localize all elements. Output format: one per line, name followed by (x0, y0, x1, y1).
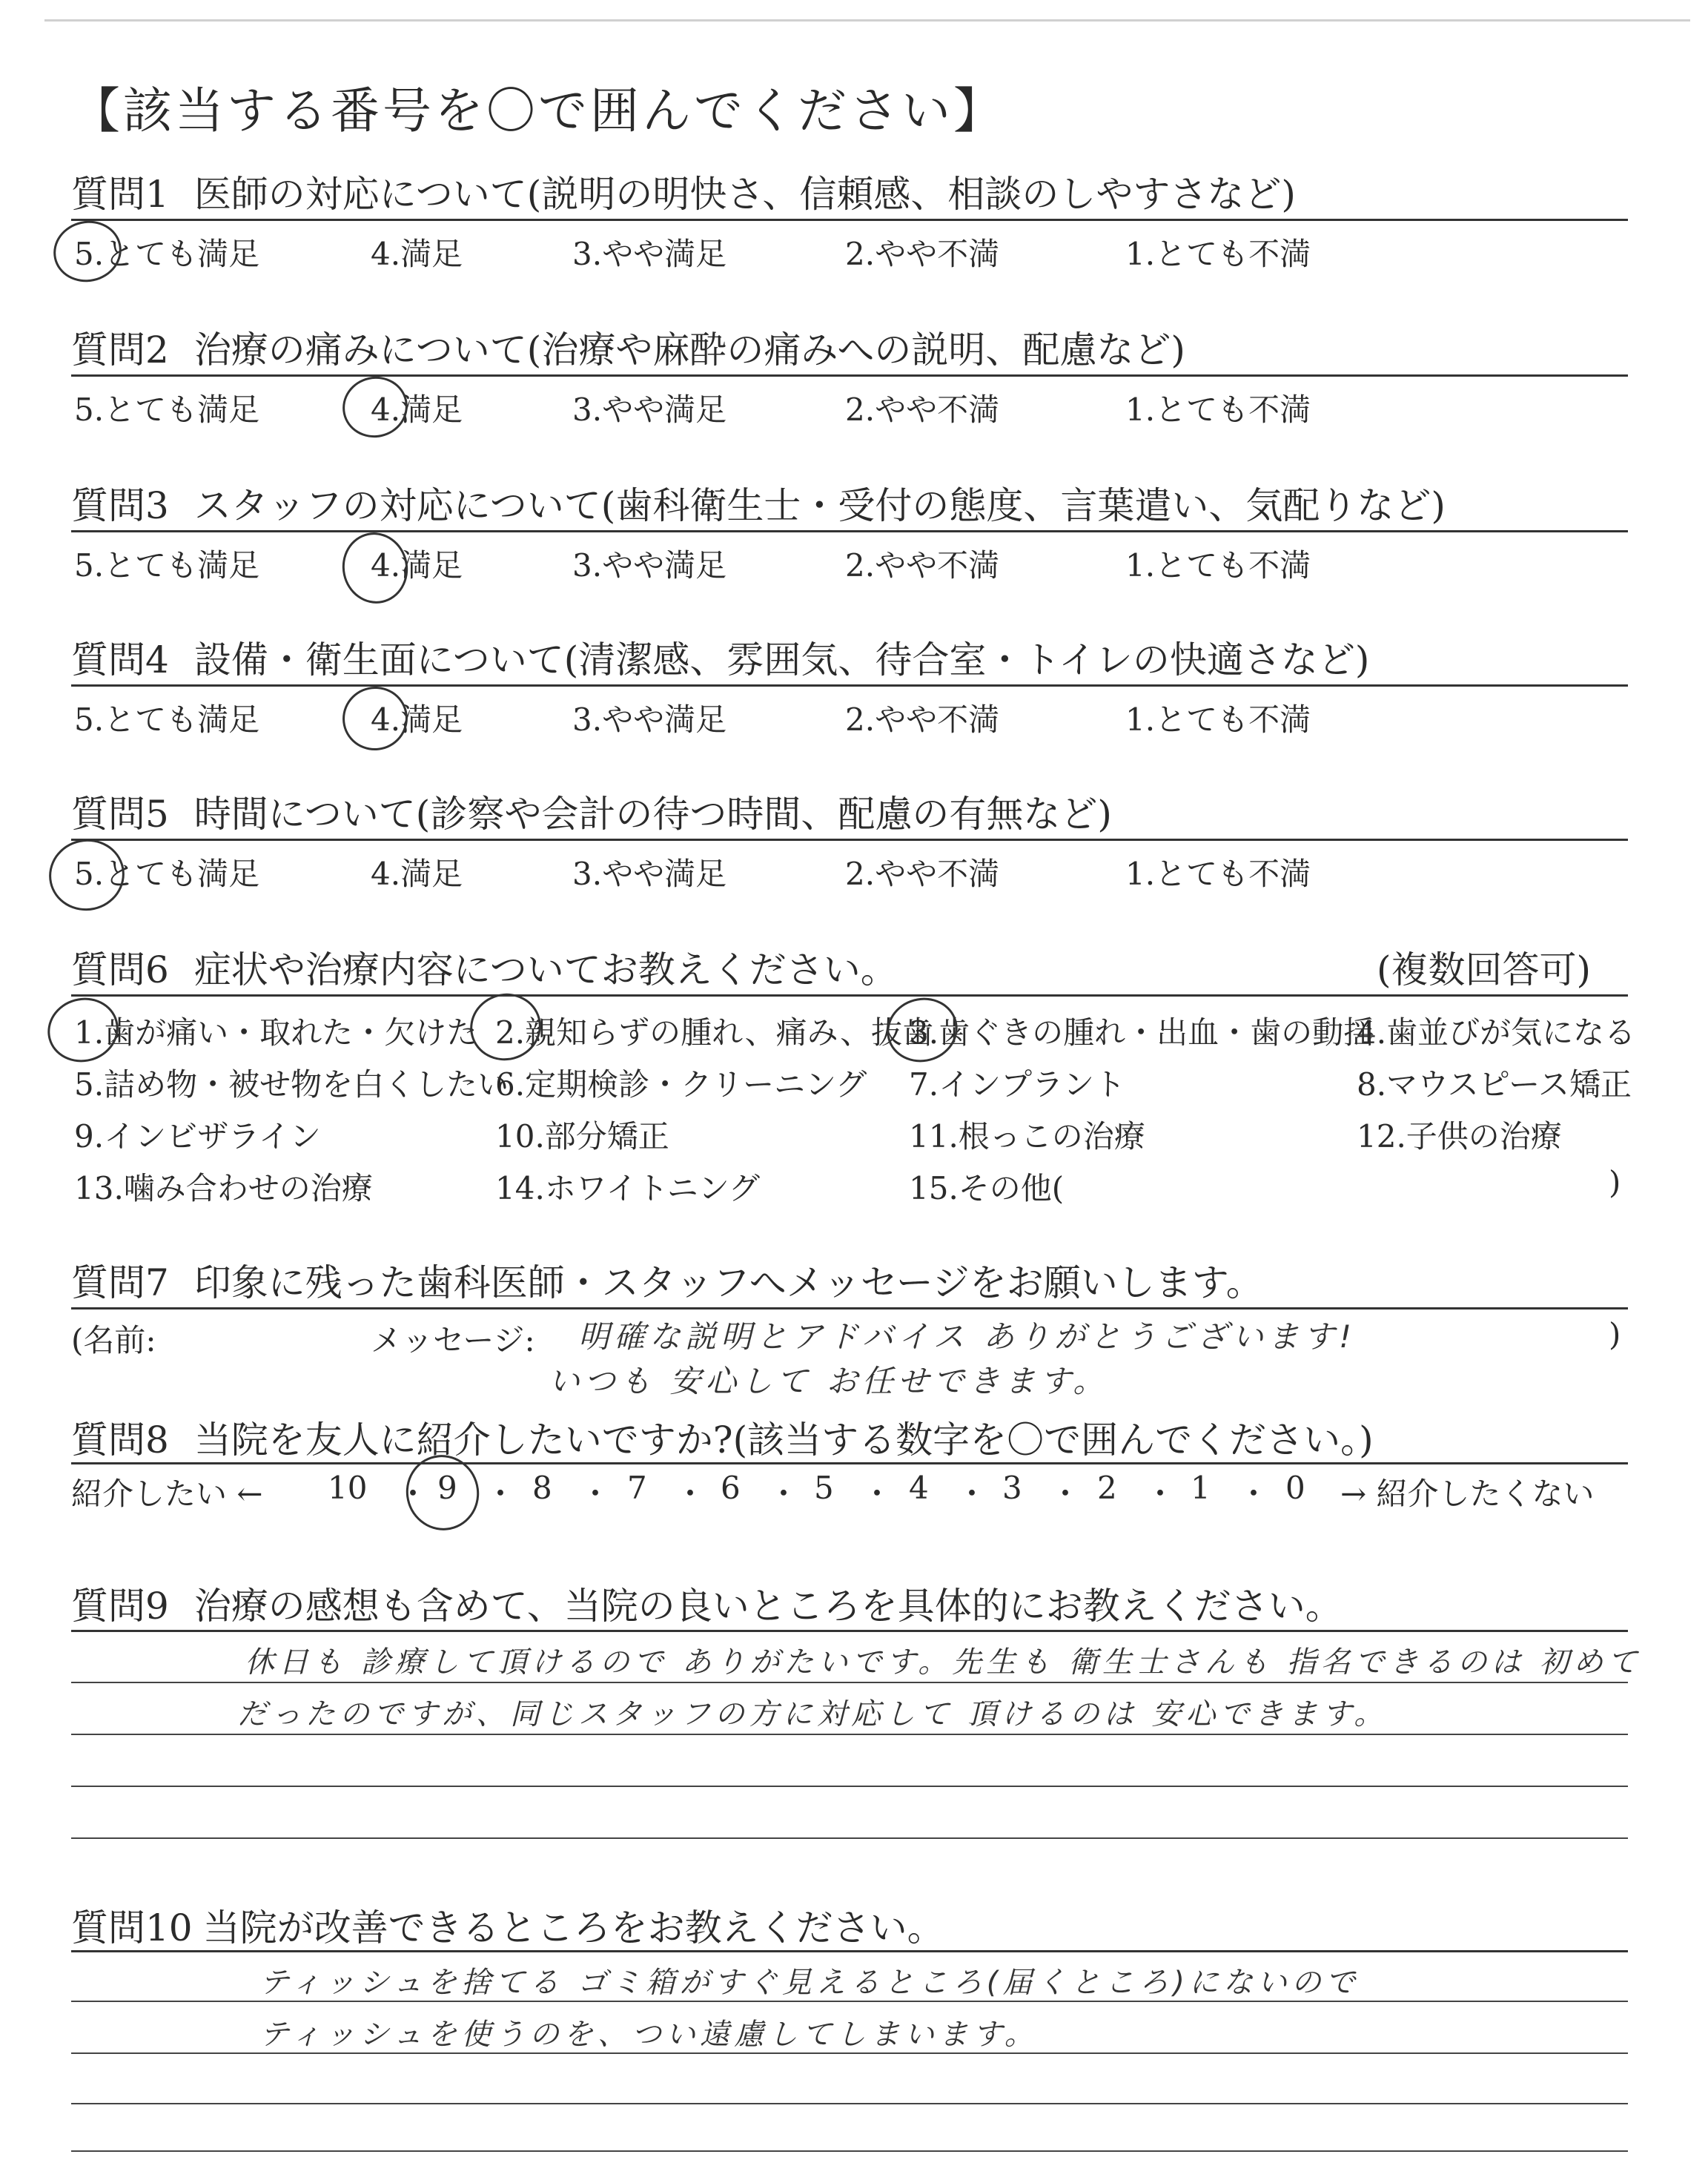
name-label: (名前: (71, 1322, 156, 1358)
scale-3[interactable]: 3 (1002, 1470, 1022, 1506)
scale-9[interactable]: 9 (437, 1470, 457, 1506)
handwritten-answer-line-1: ティッシュを捨てる ゴミ箱がすぐ見えるところ(届くところ)にないので (259, 1966, 1360, 2000)
q6-option-15[interactable]: 15.その他( (909, 1170, 1065, 1206)
message-close-paren: ) (1609, 1316, 1621, 1353)
q4-option-3[interactable]: 3.やや満足 (572, 701, 727, 738)
question-2 (71, 320, 1628, 374)
q2-option-3[interactable]: 3.やや満足 (572, 392, 727, 428)
scale-8[interactable]: 8 (532, 1470, 552, 1506)
q6-option-5[interactable]: 5.詰め物・被せ物を白くしたい (74, 1066, 509, 1103)
question-10 (71, 1898, 1628, 1952)
scale-dot: ・ (1050, 1476, 1082, 1512)
scale-dot: ・ (768, 1476, 800, 1512)
top-border (44, 19, 1690, 22)
q6-option-12[interactable]: 12.子供の治療 (1357, 1118, 1562, 1155)
scale-dot: ・ (1145, 1476, 1176, 1512)
answer-line (71, 1786, 1628, 1787)
selection-circle (47, 214, 127, 288)
scale-dot: ・ (956, 1476, 988, 1512)
q5-option-1[interactable]: 1.とても不満 (1125, 856, 1311, 892)
selection-circle (41, 990, 126, 1070)
q3-option-5[interactable]: 5.とても満足 (74, 547, 260, 584)
q2-option-5[interactable]: 5.とても満足 (74, 392, 260, 428)
q3-option-4[interactable]: 4.満足 (371, 547, 463, 584)
q5-option-2[interactable]: 2.やや不満 (845, 856, 1000, 892)
q3-option-1[interactable]: 1.とても不満 (1125, 547, 1311, 584)
question-text: スタッフの対応について(歯科衛生士・受付の態度、言葉遣い、気配りなど) (193, 484, 1446, 527)
q6-option-14[interactable]: 14.ホワイトニング (495, 1170, 761, 1206)
q1-option-4[interactable]: 4.満足 (371, 236, 463, 272)
question-number: 質問7 (71, 1261, 169, 1304)
handwritten-answer-line-2: ティッシュを使うのを、つい遠慮してしまいます。 (259, 2018, 1039, 2052)
scale-dot: ・ (485, 1476, 517, 1512)
q5-option-3[interactable]: 3.やや満足 (572, 856, 727, 892)
divider (71, 374, 1628, 377)
q3-option-3[interactable]: 3.やや満足 (572, 547, 727, 584)
scale-dot: ・ (397, 1476, 429, 1512)
selection-circle (337, 371, 413, 444)
handwritten-message-line-1: 明確な説明とアドバイス ありがとうございます! (578, 1318, 1356, 1355)
question-text: 設備・衛生面について(清潔感、雰囲気、待合室・トイレの快適さなど) (193, 638, 1370, 681)
divider (71, 1950, 1628, 1952)
q1-option-1[interactable]: 1.とても不満 (1125, 236, 1311, 272)
question-number: 質問1 (71, 173, 169, 216)
q6-option-11[interactable]: 11.根っこの治療 (909, 1118, 1145, 1155)
question-number: 質問9 (71, 1585, 169, 1628)
question-text: 当院が改善できるところをお教えください。 (202, 1906, 944, 1949)
question-1 (71, 165, 1628, 218)
scale-0[interactable]: 0 (1285, 1470, 1305, 1506)
scale-dot: ・ (675, 1476, 706, 1512)
q1-option-2[interactable]: 2.やや不満 (845, 236, 1000, 272)
q6-option-8[interactable]: 8.マウスピース矯正 (1357, 1066, 1632, 1103)
question-number: 質問2 (71, 328, 169, 371)
q6-option-13[interactable]: 13.噛み合わせの治療 (74, 1170, 373, 1206)
q6-option-3[interactable]: 3.歯ぐきの腫れ・出血・歯の動揺 (909, 1014, 1375, 1051)
question-text: 症状や治療内容についてお教えください。 (193, 948, 898, 991)
answer-line (71, 1734, 1628, 1735)
form-header: 【該当する番号を〇で囲んでください】 (71, 82, 1005, 139)
scale-dot: ・ (1238, 1476, 1270, 1512)
question-5 (71, 785, 1628, 838)
q4-option-5[interactable]: 5.とても満足 (74, 701, 260, 738)
handwritten-message-line-2: いつも 安心して お任せできます。 (549, 1363, 1109, 1399)
recommend-left-label: 紹介したい ← (71, 1476, 263, 1512)
scale-5[interactable]: 5 (814, 1470, 834, 1506)
recommend-right-label: → 紹介したくない (1340, 1476, 1595, 1512)
q2-option-4[interactable]: 4.満足 (371, 392, 463, 428)
q6-other-close-paren: ) (1609, 1164, 1621, 1200)
question-text: 印象に残った歯科医師・スタッフへメッセージをお願いします。 (193, 1261, 1263, 1304)
question-text: 当院を友人に紹介したいですか?(該当する数字を〇で囲んでください。) (193, 1418, 1374, 1462)
question-number: 質問3 (71, 484, 169, 527)
divider (71, 530, 1628, 532)
answer-line (71, 2150, 1628, 2152)
q3-option-2[interactable]: 2.やや不満 (845, 547, 1000, 584)
question-number: 質問5 (71, 793, 169, 836)
scale-7[interactable]: 7 (627, 1470, 647, 1506)
q4-option-1[interactable]: 1.とても不満 (1125, 701, 1311, 738)
question-number: 質問8 (71, 1418, 169, 1462)
selection-circle (463, 985, 549, 1069)
question-number: 質問10 (71, 1906, 193, 1949)
question-3 (71, 476, 1628, 529)
divider (71, 219, 1628, 221)
scale-6[interactable]: 6 (721, 1470, 741, 1506)
divider (71, 994, 1628, 997)
selection-circle (880, 990, 965, 1070)
selection-circle (337, 681, 414, 756)
scale-4[interactable]: 4 (909, 1470, 929, 1506)
selection-circle (42, 832, 131, 917)
q2-option-2[interactable]: 2.やや不満 (845, 392, 1000, 428)
q1-option-3[interactable]: 3.やや満足 (572, 236, 727, 272)
scale-2[interactable]: 2 (1097, 1470, 1117, 1506)
question-number: 質問6 (71, 948, 169, 991)
q6-option-10[interactable]: 10.部分矯正 (495, 1118, 669, 1155)
q5-option-5[interactable]: 5.とても満足 (74, 856, 260, 892)
q1-option-5[interactable]: 5.とても満足 (74, 236, 260, 272)
q6-option-2[interactable]: 2.親知らずの腫れ、痛み、抜歯 (495, 1014, 934, 1051)
scale-dot: ・ (580, 1476, 612, 1512)
selection-circle (336, 526, 414, 610)
question-9 (71, 1576, 1628, 1630)
message-label: メッセージ: (371, 1322, 535, 1358)
answer-line (71, 1837, 1628, 1839)
q6-option-1[interactable]: 1.歯が痛い・取れた・欠けた (74, 1014, 478, 1051)
answer-line (71, 1682, 1628, 1683)
q2-option-1[interactable]: 1.とても不満 (1125, 392, 1311, 428)
scale-10[interactable]: 10 (328, 1470, 368, 1506)
divider (71, 1630, 1628, 1632)
handwritten-answer-line-1: 休日も 診療して頂けるので ありがたいです。先生も 衛生士さんも 指名できるのは 初めて (245, 1645, 1642, 1680)
question-7 (71, 1253, 1628, 1307)
question-4 (71, 630, 1628, 684)
answer-line (71, 2052, 1628, 2054)
q4-option-2[interactable]: 2.やや不満 (845, 701, 1000, 738)
divider (71, 1307, 1628, 1309)
scale-dot: ・ (861, 1476, 893, 1512)
divider (71, 839, 1628, 841)
question-number: 質問4 (71, 638, 169, 681)
question-text: 時間について(診察や会計の待つ時間、配慮の有無など) (193, 793, 1112, 836)
answer-line (71, 2001, 1628, 2002)
answer-line (71, 2103, 1628, 2104)
divider (71, 684, 1628, 687)
divider (71, 1462, 1628, 1464)
handwritten-answer-line-2: だったのですが、同じスタッフの方に対応して 頂けるのは 安心できます。 (237, 1697, 1388, 1731)
scale-1[interactable]: 1 (1191, 1470, 1211, 1506)
q6-option-6[interactable]: 6.定期検診・クリーニング (495, 1066, 867, 1103)
question-text: 治療の痛みについて(治療や麻酔の痛みへの説明、配慮など) (193, 328, 1185, 371)
q4-option-4[interactable]: 4.満足 (371, 701, 463, 738)
q5-option-4[interactable]: 4.満足 (371, 856, 463, 892)
question-6 (71, 940, 1628, 994)
question-8 (71, 1410, 1628, 1464)
multiple-answers-note: (複数回答可) (1376, 948, 1591, 991)
question-text: 治療の感想も含めて、当院の良いところを具体的にお教えください。 (193, 1585, 1343, 1628)
q6-option-7[interactable]: 7.インプラント (909, 1066, 1126, 1103)
q6-option-4[interactable]: 4.歯並びが気になる (1357, 1014, 1636, 1051)
q6-option-9[interactable]: 9.インビザライン (74, 1118, 321, 1155)
question-text: 医師の対応について(説明の明快さ、信頼感、相談のしやすさなど) (193, 173, 1296, 216)
